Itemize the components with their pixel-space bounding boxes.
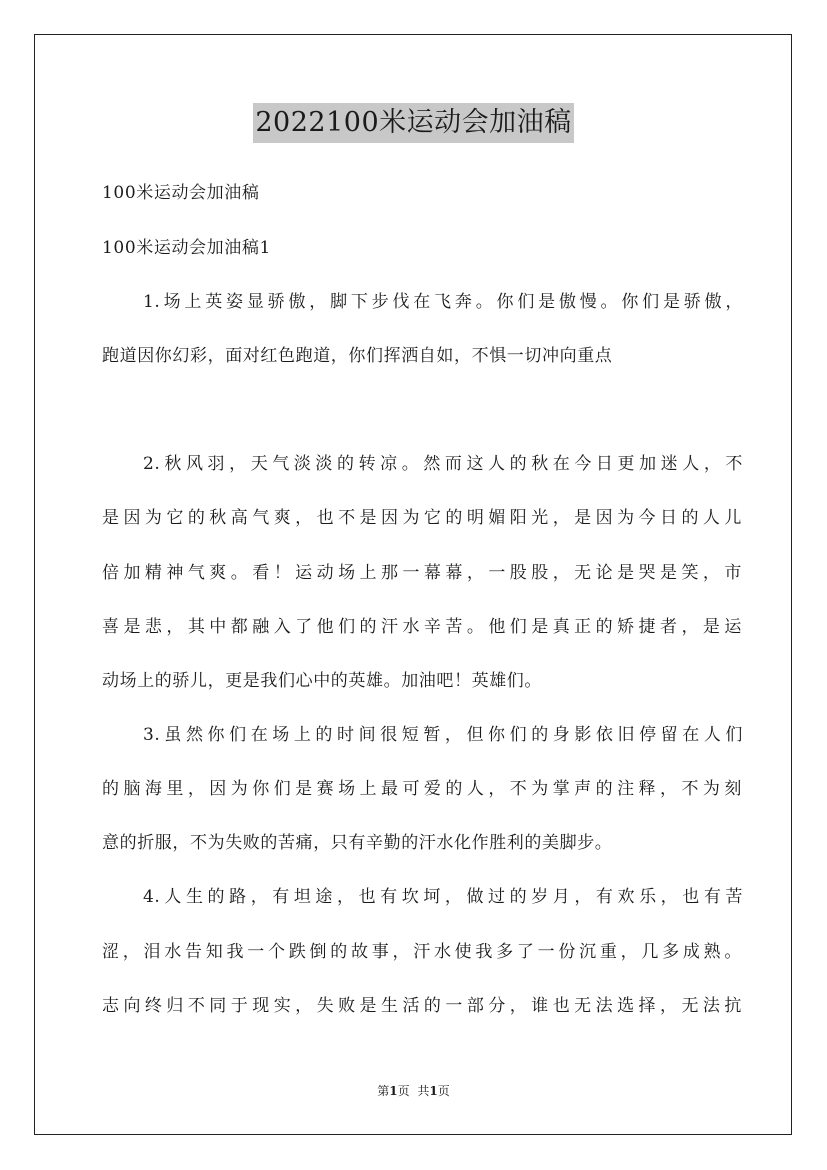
paragraph-line: 喜是悲，其中都融入了他们的汗水辛苦。他们是真正的矫捷者，是运 [102,617,742,637]
page-number-suffix: 页 [397,1084,410,1098]
page-number-prefix: 第 [377,1084,390,1098]
paragraph-line: 跑道因你幻彩，面对红色跑道，你们挥洒自如，不惧一切冲向重点 [102,346,613,366]
document-subheading: 100米运动会加油稿1 [102,238,271,258]
document-heading: 100米运动会加油稿 [102,183,260,203]
document-title: 2022100米运动会加油稿 [253,103,573,143]
paragraph-line: 动场上的骄儿，更是我们心中的英雄。加油吧！英雄们。 [102,671,542,691]
page-total: 1 [429,1084,438,1098]
paragraph-line: 涩，泪水告知我一个跌倒的故事，汗水使我多了一份沉重，几多成熟。 [102,942,742,962]
paragraph-line: 意的折服，不为失败的苦痛，只有辛勤的汗水化作胜利的美脚步。 [102,833,613,853]
page-footer [0,1083,827,1099]
page-total-prefix: 共 [417,1084,430,1098]
paragraph-line: 的脑海里，因为你们是赛场上最可爱的人，不为掌声的注释，不为刻 [102,779,742,799]
paragraph-line: 倍加精神气爽。看！运动场上那一幕幕，一股股，无论是哭是笑，市 [102,563,742,583]
paragraph-line: 1.场上英姿显骄傲，脚下步伐在飞奔。你们是傲慢。你们是骄傲， [143,292,743,312]
paragraph-line: 志向终归不同于现实，失败是生活的一部分，谁也无法选择，无法抗 [102,996,742,1016]
page-total-suffix: 页 [437,1084,450,1098]
paragraph-line: 4.人生的路，有坦途，也有坎坷，做过的岁月，有欢乐，也有苦 [143,887,743,907]
title-container [0,103,827,143]
page-number: 1 [389,1084,398,1098]
paragraph-line: 3.虽然你们在场上的时间很短暂，但你们的身影依旧停留在人们 [143,725,743,745]
paragraph-line: 2.秋风羽，天气淡淡的转凉。然而这人的秋在今日更加迷人，不 [143,454,743,474]
paragraph-line: 是因为它的秋高气爽，也不是因为它的明媚阳光，是因为今日的人儿 [102,508,742,528]
